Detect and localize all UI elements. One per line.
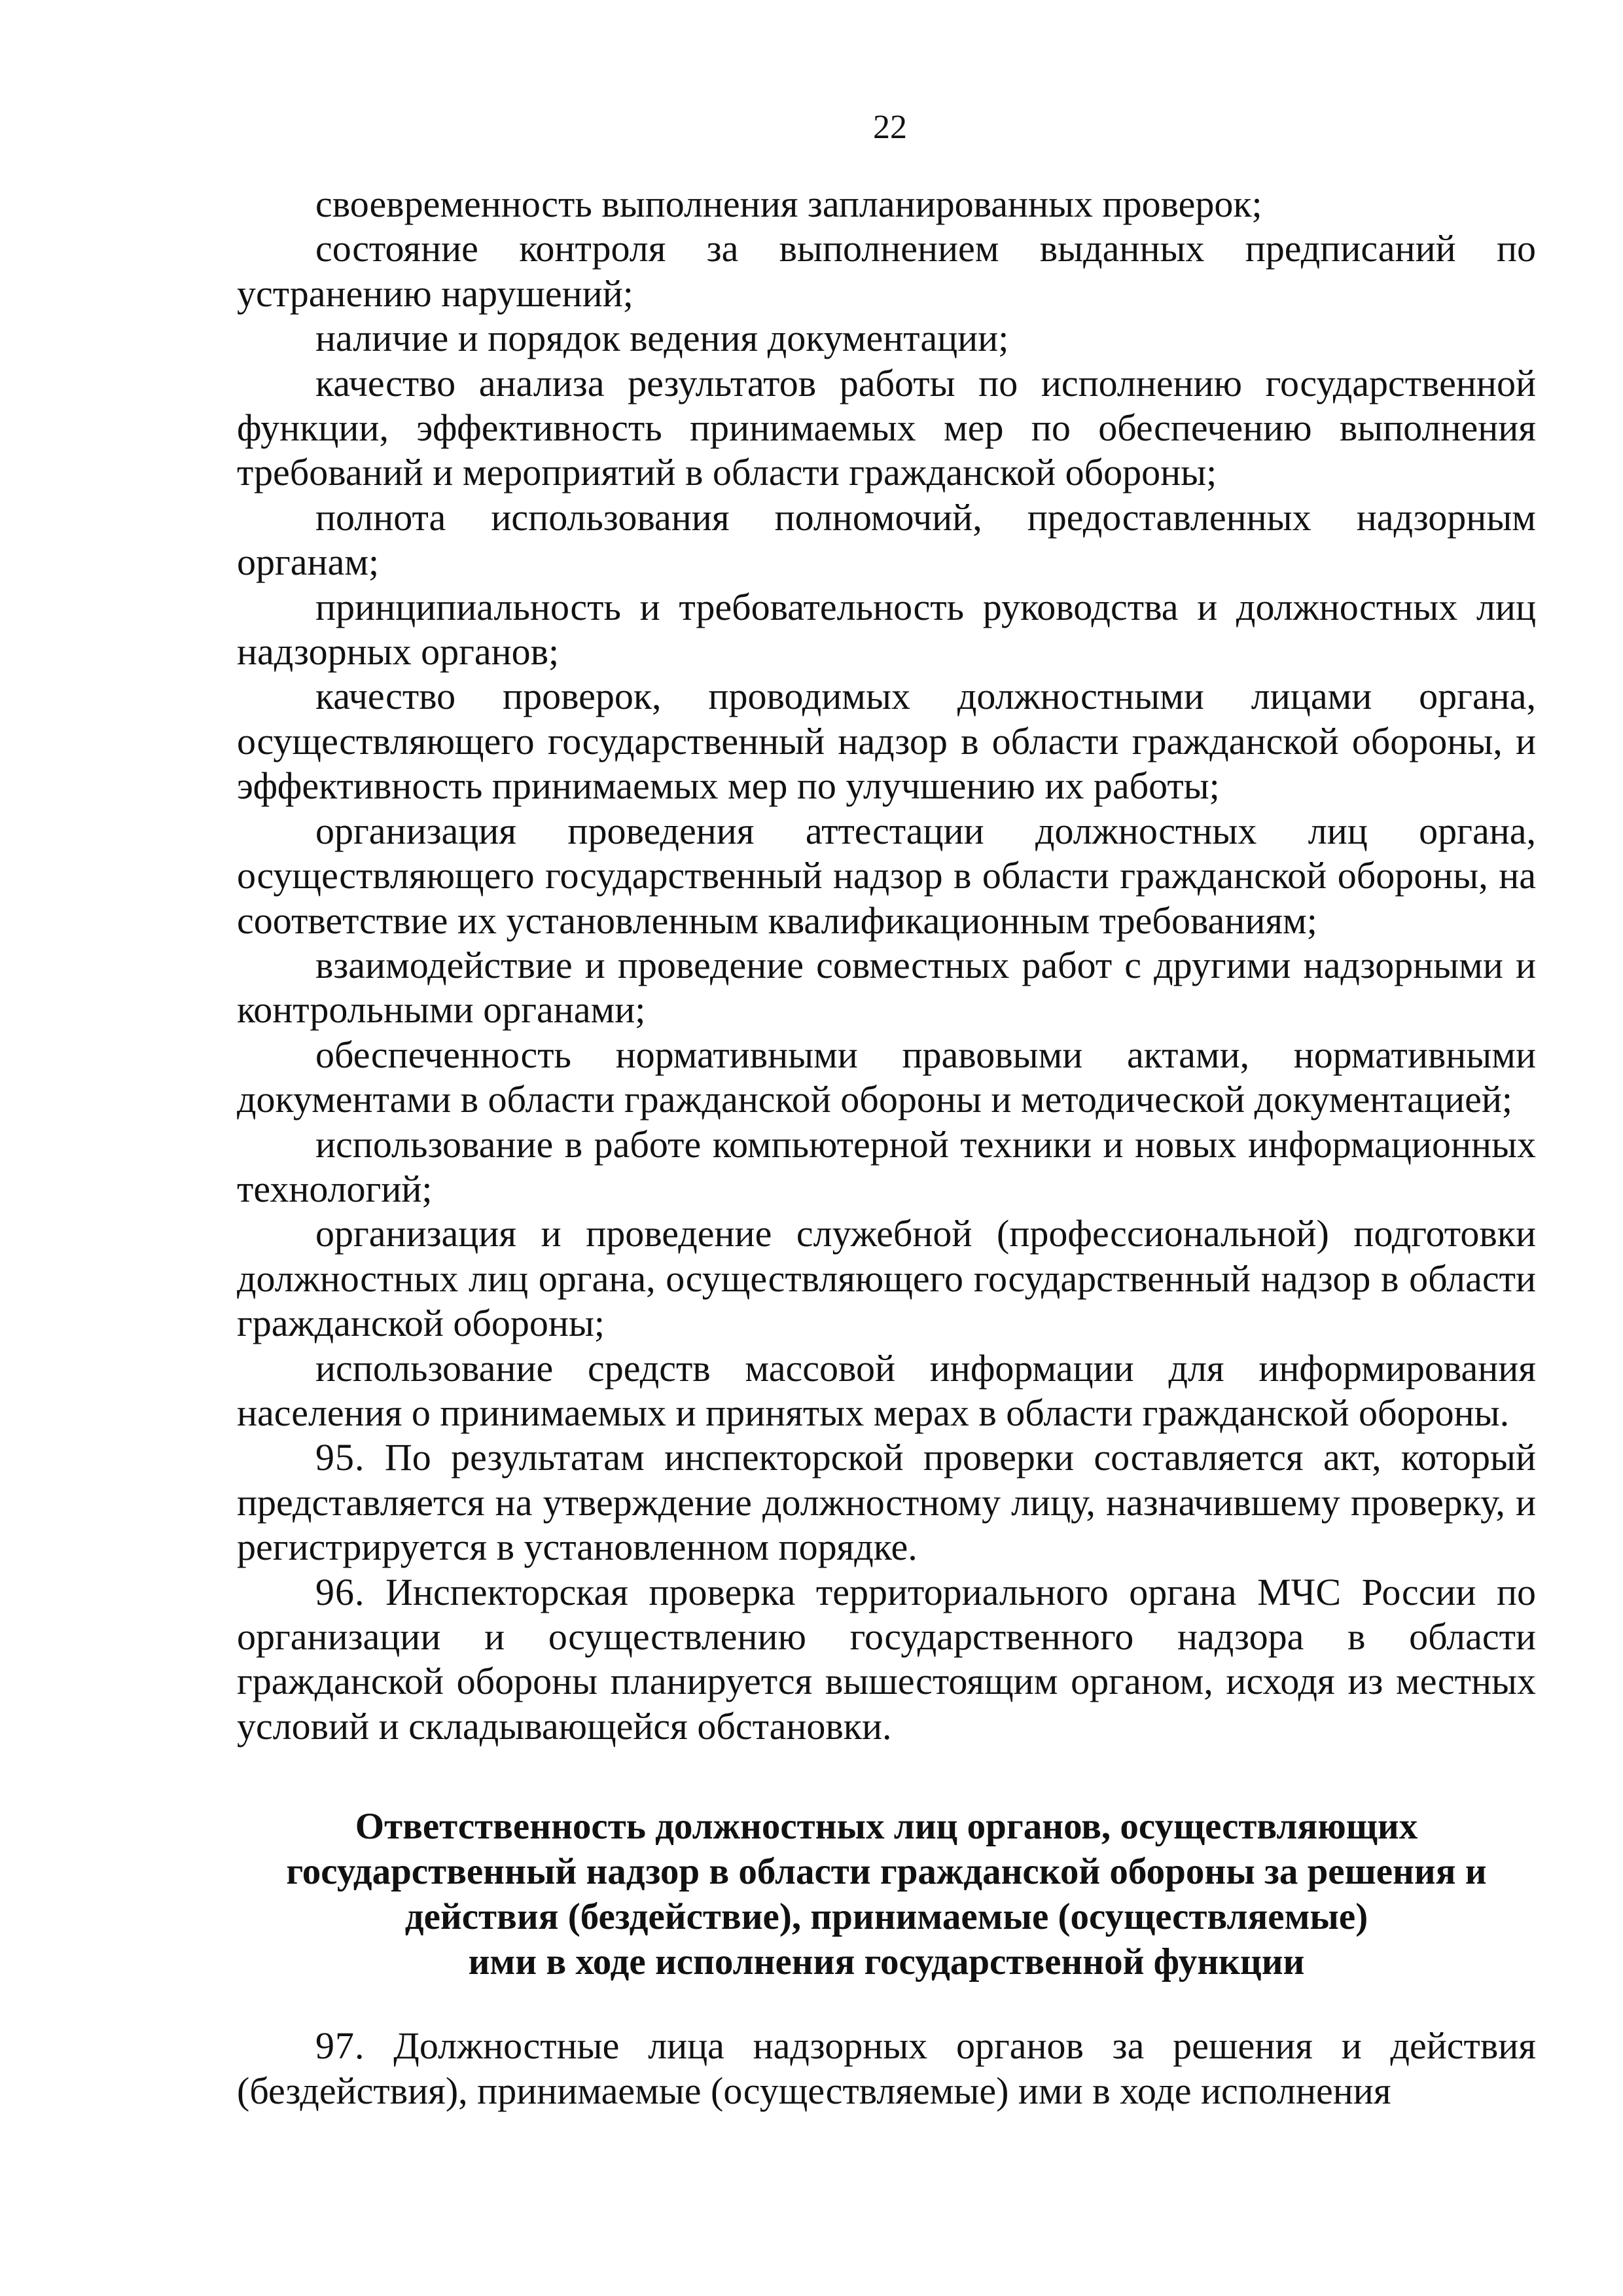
list-item: своевременность выполнения запланированных проверок; [315, 183, 1262, 225]
list-item: использование средств массовой информации для информирования населения о принимаемых и принятых мерах в области гражданской обороны. [237, 1346, 1536, 1434]
paragraph-number: 96. [315, 1570, 365, 1613]
document-body [237, 182, 1536, 2113]
list-item: наличие и порядок ведения документации; [315, 317, 1009, 360]
numbered-paragraph-96 [237, 1570, 1536, 1749]
list-item: обеспеченность нормативными правовыми актами, нормативными документами в области гражданской обороны и методической документацией; [237, 1033, 1536, 1121]
list-item: организация проведения аттестации должностных лиц органа, осуществляющего государственный надзор в области гражданской обороны, на соответствие их установленным квалификационным требованиям; [237, 809, 1536, 942]
section-heading-line: ими в ходе исполнения государственной функции [468, 1941, 1305, 1983]
numbered-paragraph-95 [237, 1435, 1536, 1570]
list-item: состояние контроля за выполнением выданных предписаний по устранению нарушений; [237, 227, 1536, 315]
section-heading [237, 1804, 1536, 1984]
paragraph-text: Должностные лица надзорных органов за решения и действия (бездействия), принимаемые (осуществляемые) ими в ходе исполнения [237, 2024, 1536, 2112]
paragraph-number: 97. [315, 2024, 365, 2068]
list-item: качество анализа результатов работы по исполнению государственной функции, эффективность принимаемых мер по обеспечению выполнения требований и мероприятий в области гражданской обороны; [237, 361, 1536, 494]
list-item: взаимодействие и проведение совместных работ с другими надзорными и контрольными органами; [237, 943, 1536, 1031]
section-heading-line: государственный надзор в области гражданской обороны за решения и [286, 1851, 1487, 1893]
list-item: качество проверок, проводимых должностными лицами органа, осуществляющего государственный надзор в области гражданской обороны, и эффективность принимаемых мер по улучшению их работы; [237, 675, 1536, 808]
paragraph-text: По результатам инспекторской проверки составляется акт, который представляется на утверждение должностному лицу, назначившему проверку, и регистрируется в установленном порядке. [237, 1436, 1536, 1569]
numbered-paragraph-97 [237, 2024, 1536, 2113]
page-number: 22 [873, 109, 907, 146]
list-item: использование в работе компьютерной техники и новых информационных технологий; [237, 1122, 1536, 1210]
paragraph-number: 95. [315, 1436, 365, 1479]
section-heading-line: Ответственность должностных лиц органов, осуществляющих [355, 1806, 1418, 1848]
list-item: полнота использования полномочий, предоставленных надзорным органам; [237, 495, 1536, 584]
list-item: принципиальность и требовательность руководства и должностных лиц надзорных органов; [237, 585, 1536, 673]
list-item: организация и проведение служебной (профессиональной) подготовки должностных лиц органа, осуществляющего государственный надзор в области гражданской обороны; [237, 1212, 1536, 1345]
section-heading-line: действия (бездействие), принимаемые (осуществляемые) [404, 1896, 1368, 1938]
paragraph-text: Инспекторская проверка территориального органа МЧС России по организации и осуществлению государственного надзора в области гражданской обороны планируется вышестоящим органом, исходя из местных условий и складывающейся обстановки. [237, 1570, 1536, 1748]
